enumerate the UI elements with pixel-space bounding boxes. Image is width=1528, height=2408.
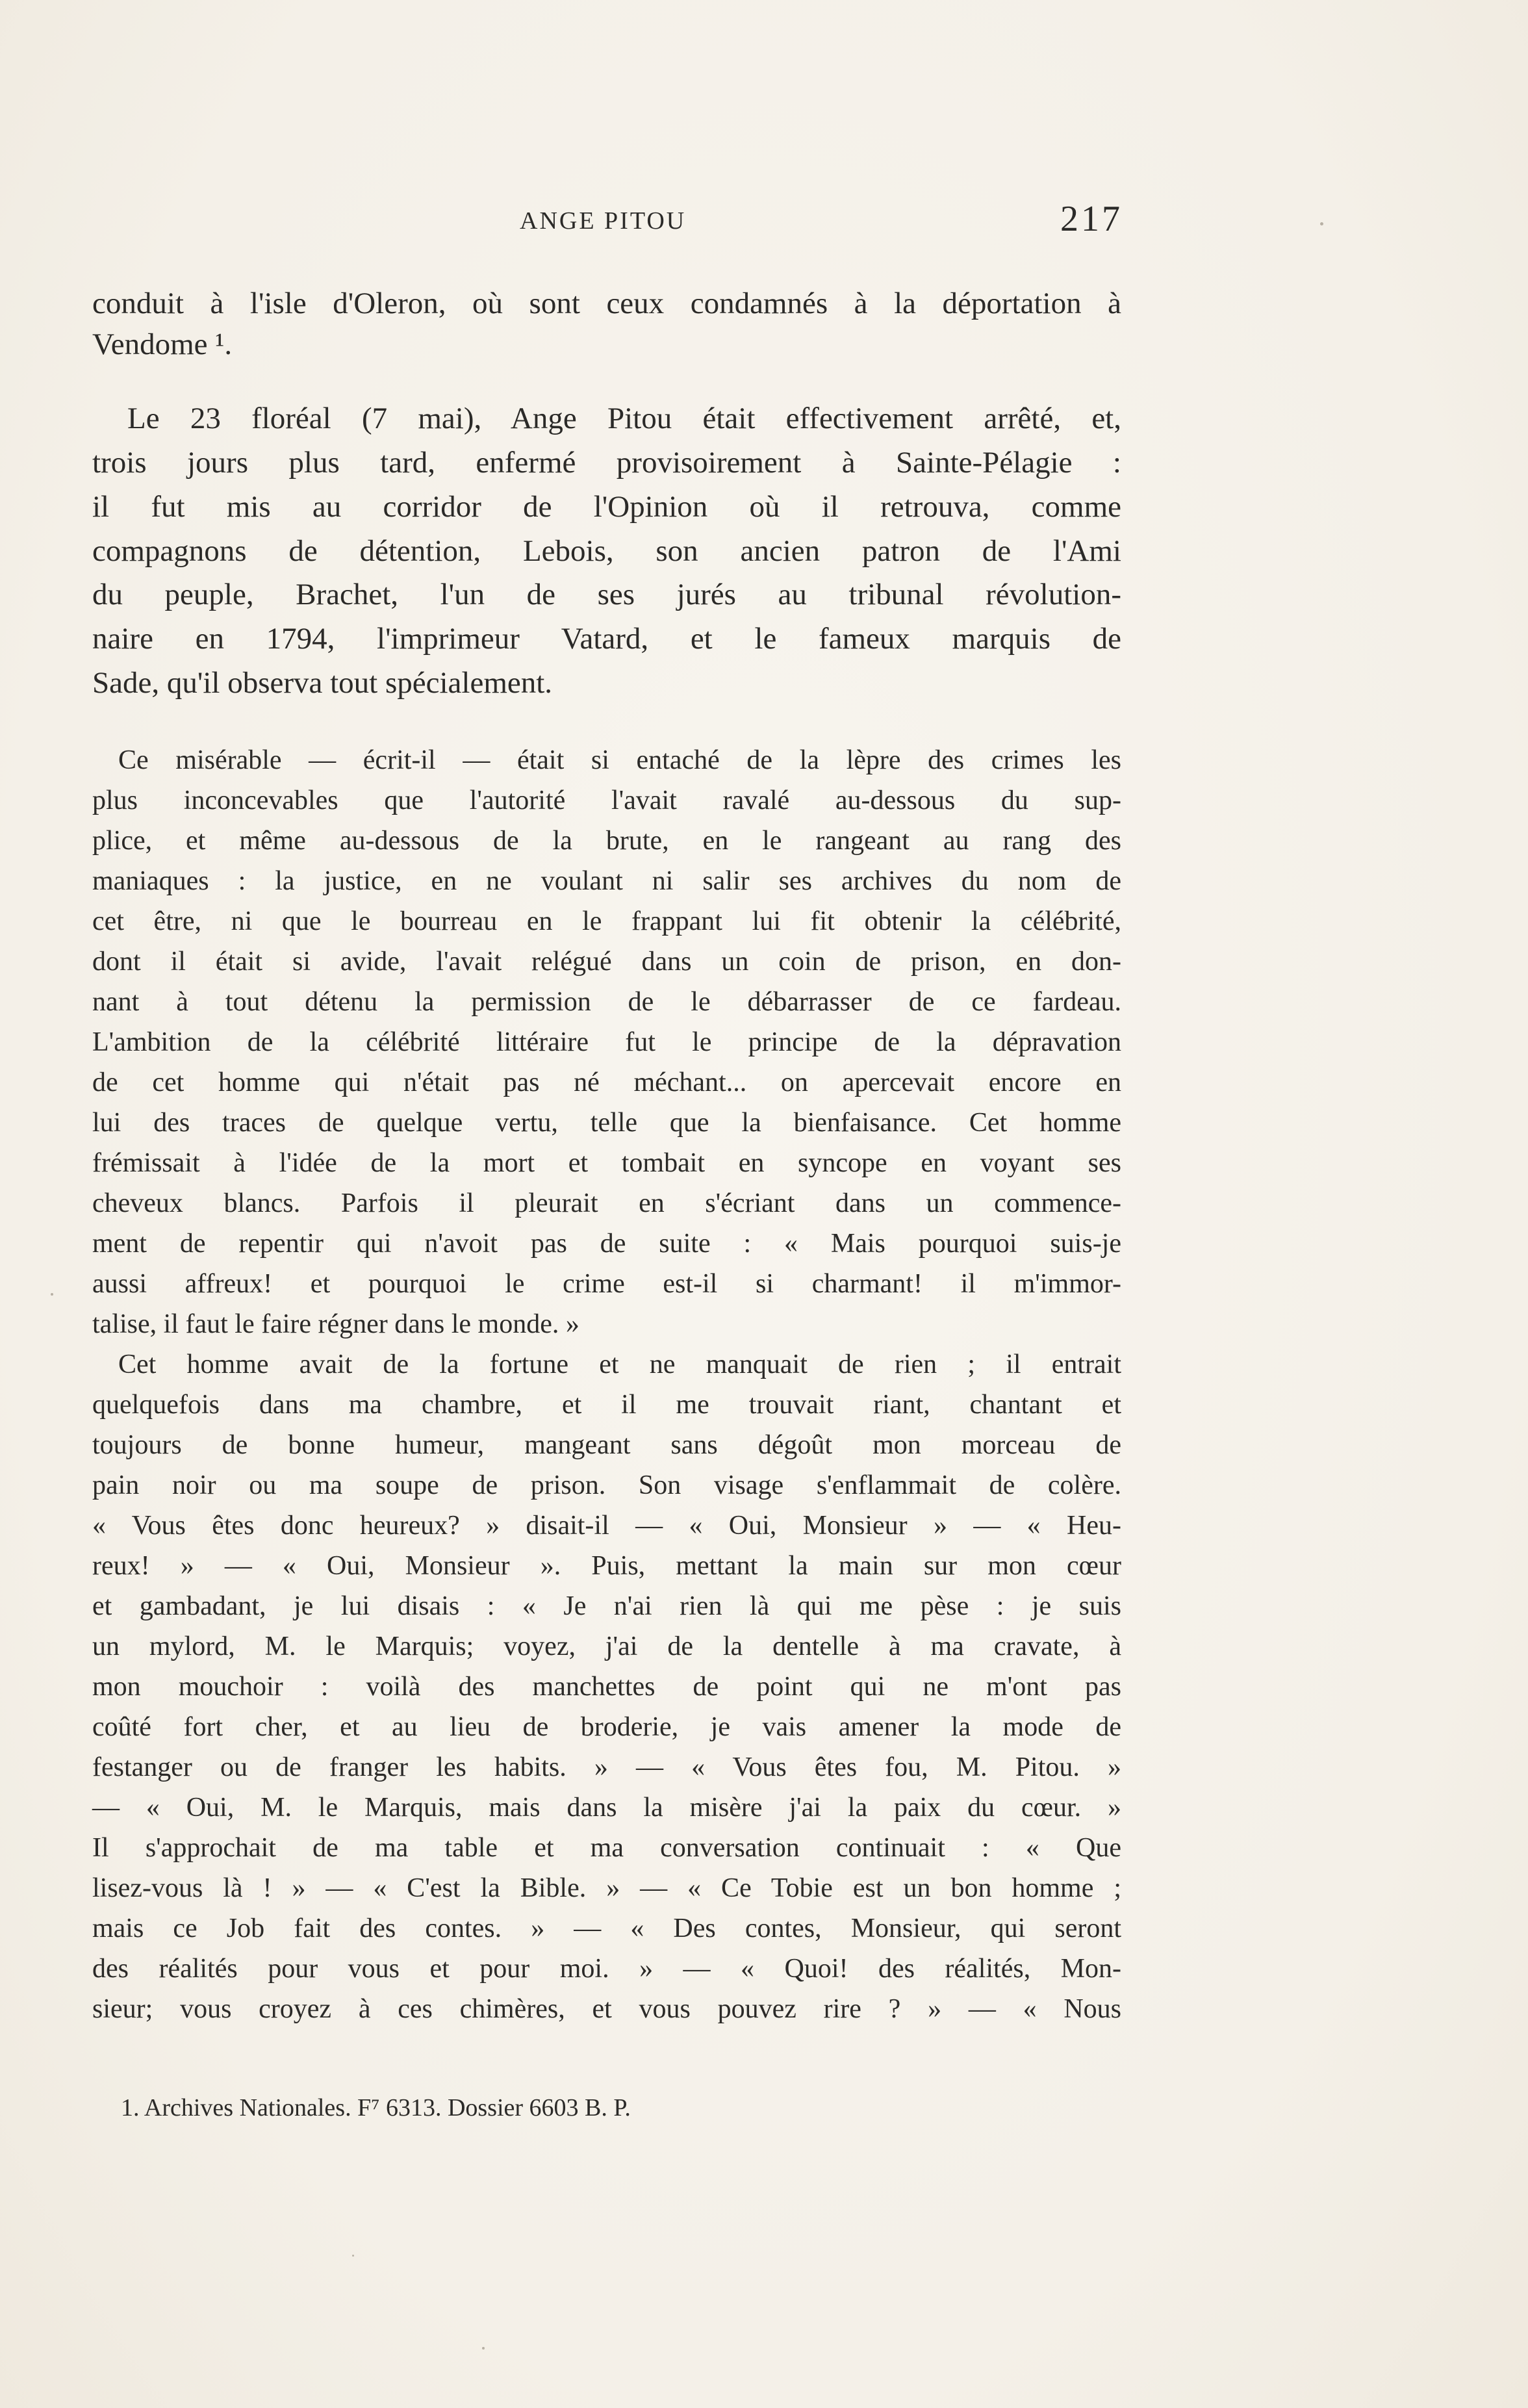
text-line: sieur; vous croyez à ces chimères, et vous pouvez rire ? » — « Nous <box>92 1994 1121 2024</box>
text-line: dont il était si avide, l'avait relégué dans un coin de prison, en don- <box>92 947 1121 977</box>
footnote: 1. Archives Nationales. F⁷ 6313. Dossier 6603 B. P. <box>121 2094 631 2121</box>
text-line: des réalités pour vous et pour moi. » — « Quoi! des réalités, Mon- <box>92 1954 1121 1984</box>
paper-speck <box>1320 222 1323 225</box>
text-line: pain noir ou ma soupe de prison. Son visage s'enflammait de colère. <box>92 1470 1121 1500</box>
text-line: frémissait à l'idée de la mort et tombait en syncope en voyant ses <box>92 1148 1121 1178</box>
text-line: « Vous êtes donc heureux? » disait-il — « Oui, Monsieur » — « Heu- <box>92 1511 1121 1541</box>
text-line: mon mouchoir : voilà des manchettes de point qui ne m'ont pas <box>92 1672 1121 1702</box>
text-line: un mylord, M. le Marquis; voyez, j'ai de la dentelle à ma cravate, à <box>92 1632 1121 1661</box>
text-line: maniaques : la justice, en ne voulant ni salir ses archives du nom de <box>92 866 1121 896</box>
text-line: lisez-vous là ! » — « C'est la Bible. » — « Ce Tobie est un bon homme ; <box>92 1873 1121 1903</box>
text-line: talise, il faut le faire régner dans le monde. » <box>92 1309 579 1339</box>
text-line: Vendome ¹. <box>92 327 233 361</box>
text-line: cheveux blancs. Parfois il pleurait en s'écriant dans un commence- <box>92 1188 1121 1218</box>
text-line: aussi affreux! et pourquoi le crime est-il si charmant! il m'immor- <box>92 1269 1121 1299</box>
text-line: quelquefois dans ma chambre, et il me trouvait riant, chantant et <box>92 1390 1121 1420</box>
text-line: Ce misérable — écrit-il — était si entaché de la lèpre des crimes les <box>118 745 1121 775</box>
page-number: 217 <box>1060 199 1123 239</box>
text-line: ment de repentir qui n'avoit pas de suite : « Mais pourquoi suis-je <box>92 1229 1121 1259</box>
text-line: il fut mis au corridor de l'Opinion où il retrouva, comme <box>92 490 1121 524</box>
text-line: nant à tout détenu la permission de le débarrasser de ce fardeau. <box>92 987 1121 1017</box>
text-line: festanger ou de franger les habits. » — « Vous êtes fou, M. Pitou. » <box>92 1752 1121 1782</box>
paper-speck <box>482 2347 485 2350</box>
running-title: ANGE PITOU <box>520 207 687 235</box>
text-line: conduit à l'isle d'Oleron, où sont ceux condamnés à la déportation à <box>92 287 1121 320</box>
text-line: lui des traces de quelque vertu, telle que la bienfaisance. Cet homme <box>92 1108 1121 1138</box>
text-line: reux! » — « Oui, Monsieur ». Puis, mettant la main sur mon cœur <box>92 1551 1121 1581</box>
text-line: coûté fort cher, et au lieu de broderie, je vais amener la mode de <box>92 1712 1121 1742</box>
text-line: plus inconcevables que l'autorité l'avait ravalé au-dessous du sup- <box>92 786 1121 815</box>
paper-speck <box>51 1293 53 1296</box>
text-line: — « Oui, M. le Marquis, mais dans la misère j'ai la paix du cœur. » <box>92 1793 1121 1823</box>
text-line: Le 23 floréal (7 mai), Ange Pitou était effectivement arrêté, et, <box>127 402 1121 435</box>
text-line: mais ce Job fait des contes. » — « Des contes, Monsieur, qui seront <box>92 1914 1121 1943</box>
text-line: toujours de bonne humeur, mangeant sans dégoût mon morceau de <box>92 1430 1121 1460</box>
text-line: naire en 1794, l'imprimeur Vatard, et le fameux marquis de <box>92 622 1121 656</box>
text-line: du peuple, Brachet, l'un de ses jurés au tribunal révolution- <box>92 578 1121 611</box>
text-line: Sade, qu'il observa tout spécialement. <box>92 666 553 700</box>
text-line: compagnons de détention, Lebois, son ancien patron de l'Ami <box>92 534 1121 568</box>
text-line: plice, et même au-dessous de la brute, en le rangeant au rang des <box>92 826 1121 856</box>
text-line: L'ambition de la célébrité littéraire fut le principe de la dépravation <box>92 1027 1121 1057</box>
paper-speck <box>352 2255 354 2257</box>
text-line: cet être, ni que le bourreau en le frappant lui fit obtenir la célébrité, <box>92 906 1121 936</box>
text-line: Cet homme avait de la fortune et ne manquait de rien ; il entrait <box>118 1350 1121 1379</box>
text-line: trois jours plus tard, enfermé provisoirement à Sainte-Pélagie : <box>92 446 1121 480</box>
text-line: Il s'approchait de ma table et ma conversation continuait : « Que <box>92 1833 1121 1863</box>
text-line: et gambadant, je lui disais : « Je n'ai rien là qui me pèse : je suis <box>92 1591 1121 1621</box>
text-line: de cet homme qui n'était pas né méchant... on apercevait encore en <box>92 1068 1121 1097</box>
